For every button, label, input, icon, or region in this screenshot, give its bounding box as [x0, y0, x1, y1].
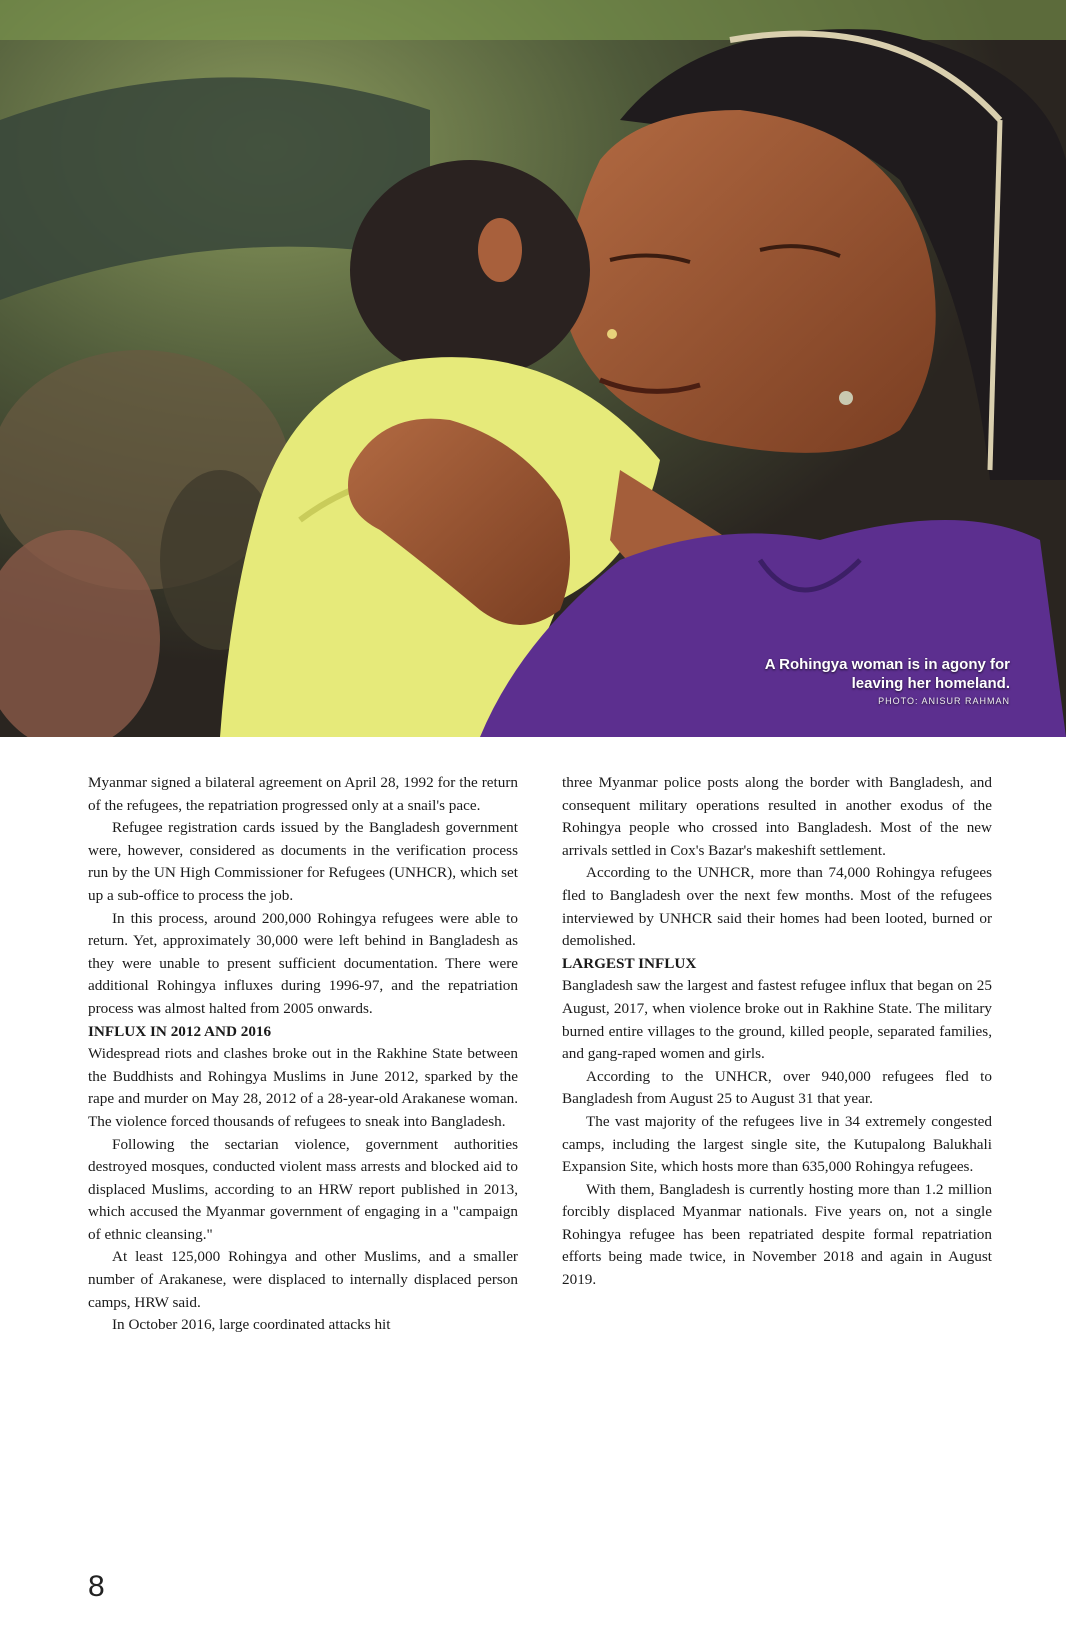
paragraph: Myanmar signed a bilateral agreement on April 28, 1992 for the return of the refugees, the repatriation progressed only at a snail's pace.	[88, 774, 518, 814]
paragraph: According to the UNHCR, more than 74,000 Rohingya refugees fled to Bangladesh over the next few months. Most of the refugees interviewed by UNHCR said their homes had been looted, burned or demolished.	[562, 864, 992, 950]
section-heading: INFLUX IN 2012 AND 2016	[88, 1022, 272, 1040]
paragraph: In this process, around 200,000 Rohingya refugees were able to return. Yet, approximately 30,000 were left behind in Bangladesh as they were unable to present sufficient documentation. There were additional Rohingya influxes during 1996-97, and the repatriation process was almost halted from 2005 onwards.	[88, 909, 518, 1017]
right-column	[562, 772, 992, 1292]
caption-line-2: leaving her homeland.	[851, 675, 1010, 692]
paragraph: In October 2016, large coordinated attacks hit	[112, 1316, 391, 1334]
paragraph: Refugee registration cards issued by the Bangladesh government were, however, considered as documents in the verification process run by the UN High Commissioner for Refugees (UNHCR), which set up a sub-office to process the job.	[88, 819, 518, 904]
caption-line-1: A Rohingya woman is in agony for	[764, 656, 1010, 673]
paragraph: Following the sectarian violence, government authorities destroyed mosques, conducted violent mass arrests and blocked aid to displaced Muslims, according to an HRW report published in 2013, which accused the Myanmar government of engaging in a "campaign of ethnic cleansing."	[88, 1135, 518, 1243]
section-heading: LARGEST INFLUX	[562, 954, 697, 972]
paragraph: Widespread riots and clashes broke out in the Rakhine State between the Buddhists and Rohingya Muslims in June 2012, sparked by the rape and murder on May 28, 2012 of a 28-year-old Arakanese woman. The violence forced thousands of refugees to sneak into Bangladesh.	[88, 1045, 518, 1130]
paragraph: three Myanmar police posts along the border with Bangladesh, and consequent military operations resulted in another exodus of the Rohingya people who crossed into Bangladesh. Most of the new arrivals settled in Cox's Bazar's makeshift settlement.	[562, 774, 992, 859]
page-number: 8	[88, 1570, 105, 1603]
paragraph: The vast majority of the refugees live in 34 extremely congested camps, including the largest single site, the Kutupalong Balukhali Expansion Site, which hosts more than 635,000 Rohingya refugees.	[562, 1112, 992, 1176]
paragraph: With them, Bangladesh is currently hosting more than 1.2 million forcibly displaced Myanmar nationals. Five years on, not a single Rohingya refugee has been repatriated despite formal repatriation efforts being made twice, in November 2018 and again in August 2019.	[562, 1180, 992, 1289]
photo-credit: PHOTO: ANISUR RAHMAN	[878, 696, 1010, 706]
hero-photo	[0, 0, 1066, 737]
photo-illustration	[0, 0, 1066, 737]
paragraph: At least 125,000 Rohingya and other Muslims, and a smaller number of Arakanese, were displaced to internally displaced person camps, HRW said.	[88, 1248, 518, 1311]
paragraph: Bangladesh saw the largest and fastest refugee influx that began on 25 August, 2017, when violence broke out in Rakhine State. The military burned entire villages to the ground, killed people, separated families, and gang-raped women and girls.	[562, 977, 992, 1063]
left-column	[88, 772, 518, 1337]
paragraph: According to the UNHCR, over 940,000 refugees fled to Bangladesh from August 25 to August 31 that year.	[562, 1067, 992, 1108]
photo-caption	[690, 655, 1010, 708]
